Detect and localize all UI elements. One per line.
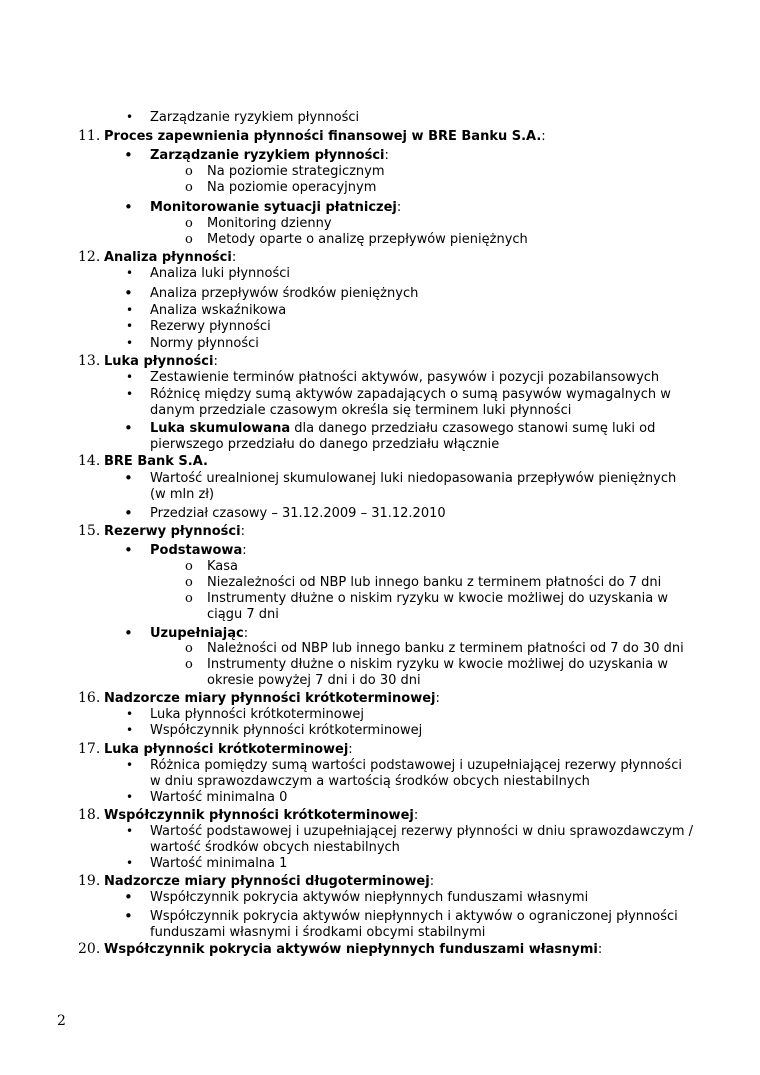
list-item: Współczynnik pokrycia aktywów niepłynnych funduszami własnymi [150, 890, 589, 905]
bullet-icon: • [126, 110, 134, 124]
bullet-icon: • [124, 284, 133, 302]
section-heading: Współczynnik pokrycia aktywów niepłynnych funduszami własnymi: [104, 942, 603, 957]
section-number: 18. [78, 807, 101, 823]
sub-item: Na poziomie strategicznym [207, 164, 385, 179]
page-number: 2 [57, 1013, 66, 1029]
section-heading: Rezerwy płynności: [104, 524, 245, 539]
list-item: Współczynnik pokrycia aktywów niepłynnych i aktywów o ograniczonej płynności funduszami własnymi i środkami obcymi stabilnymi [150, 909, 678, 940]
section-heading: Nadzorcze miary płynności długoterminowej: [104, 874, 435, 889]
list-item: Podstawowa: [150, 543, 247, 558]
list-item: Zarządzanie ryzykiem płynności [150, 110, 360, 125]
list-item: Analiza wskaźnikowa [150, 303, 287, 318]
circle-bullet-icon: o [185, 216, 193, 231]
section-heading: Współczynnik płynności krótkoterminowej: [104, 808, 419, 823]
bullet-icon: • [126, 707, 134, 721]
section-heading: Nadzorcze miary płynności krótkoterminowej: [104, 691, 440, 706]
list-item: Uzupełniając: [150, 626, 249, 641]
list-item: Luka skumulowana dla danego przedziału czasowego stanowi sumę luki od pierwszego przedziału do danego przedziału włącznie [150, 421, 656, 452]
section-number: 19. [78, 873, 101, 889]
bullet-icon: • [124, 198, 133, 216]
list-item: Wartość urealnionej skumulowanej luki niedopasowania przepływów pieniężnych (w mln zł) [150, 471, 677, 502]
section-number: 12. [78, 249, 101, 265]
bullet-icon: • [126, 266, 134, 280]
bullet-icon: • [126, 387, 134, 401]
section-heading: BRE Bank S.A. [104, 454, 208, 469]
section-number: 16. [78, 690, 101, 706]
section-heading: Proces zapewnienia płynności finansowej w BRE Banku S.A.: [104, 129, 546, 144]
list-item: Wartość podstawowej i uzupełniającej rezerwy płynności w dniu sprawozdawczym / wartość środków obcych niestabilnych [150, 824, 694, 855]
circle-bullet-icon: o [185, 591, 193, 606]
bullet-icon: • [126, 303, 134, 317]
sub-item: Instrumenty dłużne o niskim ryzyku w kwocie możliwej do uzyskania w okresie powyżej 7 dni i do 30 dni [207, 657, 668, 688]
section-number: 14. [78, 453, 101, 469]
sub-item: Metody oparte o analizę przepływów pieniężnych [207, 232, 528, 247]
bullet-icon: • [126, 336, 134, 350]
bullet-icon: • [126, 319, 134, 333]
list-item: Zestawienie terminów płatności aktywów, pasywów i pozycji pozabilansowych [150, 370, 660, 385]
list-item: Analiza luki płynności [150, 266, 290, 281]
list-item: Luka płynności krótkoterminowej [150, 707, 364, 722]
section-number: 17. [78, 741, 101, 757]
bullet-icon: • [124, 146, 133, 164]
bullet-icon: • [124, 541, 133, 559]
bullet-icon: • [124, 624, 133, 642]
circle-bullet-icon: o [185, 164, 193, 179]
bullet-icon: • [124, 907, 133, 925]
list-item: Rezerwy płynności [150, 319, 271, 334]
list-item: Różnica pomiędzy sumą wartości podstawowej i uzupełniającej rezerwy płynności w dniu sprawozdawczym a wartością środków obcych niestabilnych [150, 758, 682, 789]
section-heading: Analiza płynności: [104, 250, 237, 265]
section-heading: Luka płynności krótkoterminowej: [104, 742, 353, 757]
list-item: Monitorowanie sytuacji płatniczej: [150, 200, 402, 215]
list-item: Zarządzanie ryzykiem płynności: [150, 148, 389, 163]
circle-bullet-icon: o [185, 575, 193, 590]
circle-bullet-icon: o [185, 559, 193, 574]
circle-bullet-icon: o [185, 641, 193, 656]
sub-item: Na poziomie operacyjnym [207, 180, 377, 195]
sub-item: Monitoring dzienny [207, 216, 332, 231]
bullet-icon: • [124, 504, 133, 522]
list-item: Analiza przepływów środków pieniężnych [150, 286, 419, 301]
list-item: Wartość minimalna 1 [150, 856, 288, 871]
section-number: 20. [78, 941, 101, 957]
section-number: 11. [78, 128, 101, 144]
list-item: Normy płynności [150, 336, 259, 351]
bullet-icon: • [126, 790, 134, 804]
sub-item: Kasa [207, 559, 239, 574]
bullet-icon: • [126, 824, 134, 838]
bullet-icon: • [126, 370, 134, 384]
section-number: 15. [78, 523, 101, 539]
list-item: Współczynnik płynności krótkoterminowej [150, 723, 423, 738]
section-heading: Luka płynności: [104, 354, 218, 369]
circle-bullet-icon: o [185, 657, 193, 672]
sub-item: Instrumenty dłużne o niskim ryzyku w kwocie możliwej do uzyskania w ciągu 7 dni [207, 591, 668, 622]
circle-bullet-icon: o [185, 180, 193, 195]
section-number: 13. [78, 353, 101, 369]
sub-item: Niezależności od NBP lub innego banku z terminem płatności do 7 dni [207, 575, 662, 590]
bullet-icon: • [126, 856, 134, 870]
bullet-icon: • [124, 888, 133, 906]
bullet-icon: • [124, 469, 133, 487]
bullet-icon: • [126, 758, 134, 772]
circle-bullet-icon: o [185, 232, 193, 247]
sub-item: Należności od NBP lub innego banku z terminem płatności od 7 do 30 dni [207, 641, 684, 656]
bullet-icon: • [126, 723, 134, 737]
list-item: Różnicę między sumą aktywów zapadających o sumą pasywów wymagalnych w danym przedziale czasowym określa się terminem luki płynności [150, 387, 671, 418]
bullet-icon: • [124, 419, 133, 437]
list-item: Przedział czasowy – 31.12.2009 – 31.12.2010 [150, 506, 446, 521]
list-item: Wartość minimalna 0 [150, 790, 288, 805]
